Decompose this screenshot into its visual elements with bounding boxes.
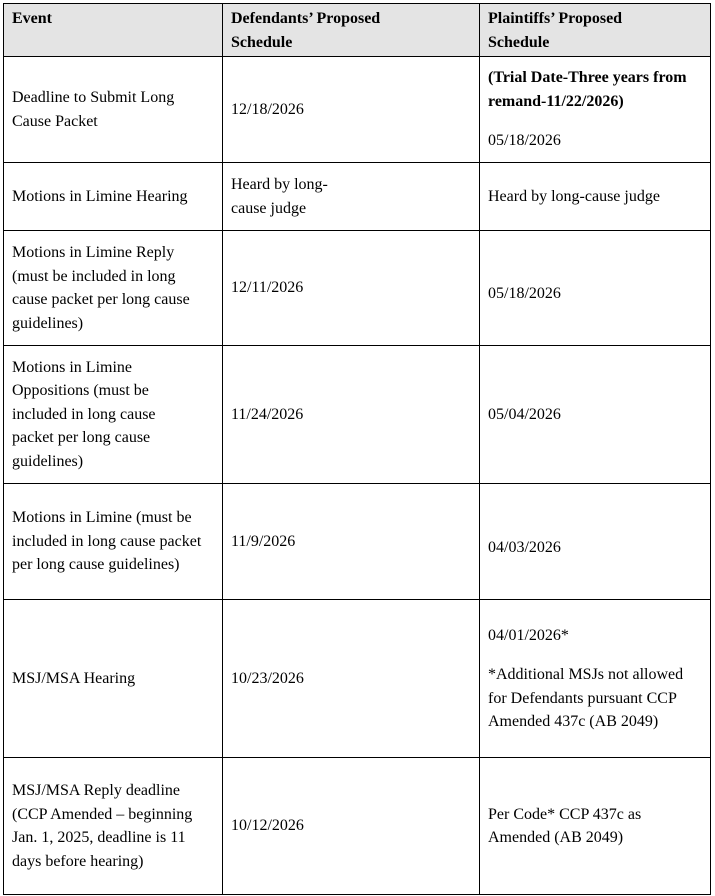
- schedule-table: [3, 3, 711, 895]
- header-event: Event: [4, 4, 223, 57]
- event-cell: [4, 758, 223, 895]
- plaintiffs-date: 05/18/2026: [488, 132, 561, 150]
- event-cell: MSJ/MSA Hearing: [4, 600, 223, 758]
- event-text: Motions in Limine Oppositions (must be included in long cause packet per long cause guidelines): [12, 358, 156, 470]
- plaintiffs-cell: 05/04/2026: [480, 346, 711, 484]
- plaintiffs-cell: [480, 57, 711, 163]
- header-defendants: [223, 4, 480, 57]
- plaintiffs-text: 05/18/2026: [488, 285, 561, 303]
- table-row: [4, 484, 711, 600]
- event-cell: [4, 57, 223, 163]
- event-cell: Motions in Limine Hearing: [4, 163, 223, 231]
- plaintiffs-text: 04/03/2026: [488, 538, 561, 556]
- defendants-cell: 10/23/2026: [223, 600, 480, 758]
- event-text: MSJ/MSA Reply deadline (CCP Amended – beginning Jan. 1, 2025, deadline is 11 days before hearing): [12, 782, 193, 870]
- header-defendants-label: Defendants’ Proposed Schedule: [231, 10, 381, 51]
- trial-date-note: (Trial Date-Three years from remand-11/22/2026): [488, 69, 687, 110]
- defendants-cell: 11/9/2026: [223, 484, 480, 600]
- defendants-cell: 11/24/2026: [223, 346, 480, 484]
- event-cell: [4, 484, 223, 600]
- defendants-text: Heard by long-cause judge: [231, 176, 328, 217]
- table-header-row: [4, 4, 711, 57]
- table-row: [4, 346, 711, 484]
- event-cell: [4, 346, 223, 484]
- plaintiffs-cell: Heard by long-cause judge: [480, 163, 711, 231]
- header-plaintiffs: [480, 4, 711, 57]
- event-cell: [4, 231, 223, 346]
- table-row: [4, 57, 711, 163]
- table-row: [4, 231, 711, 346]
- plaintiffs-cell: [480, 758, 711, 895]
- defendants-cell: 10/12/2026: [223, 758, 480, 895]
- event-text: Deadline to Submit Long Cause Packet: [12, 89, 175, 130]
- plaintiffs-cell: [480, 484, 711, 600]
- table-row: [4, 758, 711, 895]
- table-row: [4, 163, 711, 231]
- plaintiffs-text: Per Code* CCP 437c as Amended (AB 2049): [488, 805, 642, 846]
- table-row: [4, 600, 711, 758]
- defendants-cell: [223, 163, 480, 231]
- plaintiffs-date: 04/01/2026*: [488, 626, 569, 644]
- event-text: Motions in Limine (must be included in long cause packet per long cause guidelines): [12, 509, 202, 574]
- plaintiffs-cell: [480, 600, 711, 758]
- event-text: Motions in Limine Reply (must be included in long cause packet per long cause guidelines): [12, 244, 190, 332]
- msj-note: *Additional MSJs not allowed for Defendants pursuant CCP Amended 437c (AB 2049): [488, 666, 684, 730]
- defendants-cell: 12/11/2026: [223, 231, 480, 346]
- header-plaintiffs-label: Plaintiffs’ Proposed Schedule: [488, 10, 623, 51]
- plaintiffs-cell: [480, 231, 711, 346]
- defendants-cell: 12/18/2026: [223, 57, 480, 163]
